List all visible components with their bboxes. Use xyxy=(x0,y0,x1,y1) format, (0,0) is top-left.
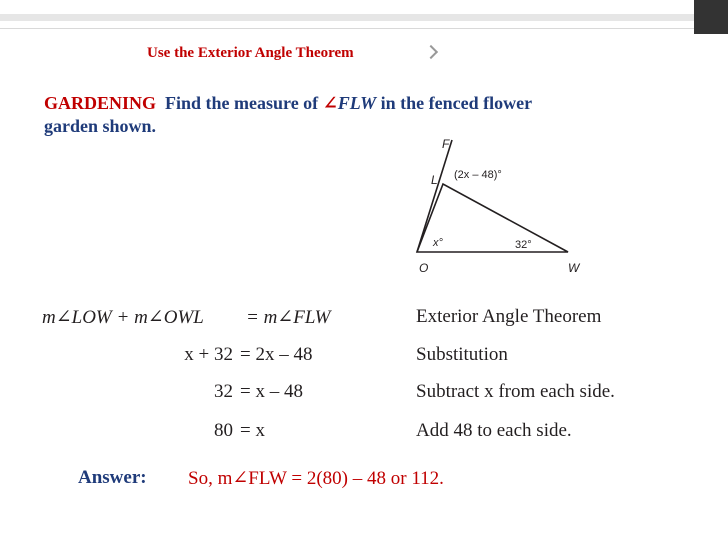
step-3-reason: Subtract x from each side. xyxy=(416,381,615,402)
vertex-o-label: O xyxy=(419,261,429,275)
top-bar-decoration xyxy=(0,14,694,21)
angle-w-label: 32° xyxy=(515,239,532,251)
step-4-reason: Add 48 to each side. xyxy=(416,420,572,441)
step-4-left: 80 xyxy=(214,420,233,441)
line-fo xyxy=(417,140,452,252)
angle-l-label: (2x – 48)° xyxy=(454,169,502,181)
angle-o-label: x° xyxy=(433,237,443,249)
problem-text-after: in the fenced flower garden shown. xyxy=(44,93,532,136)
slide-title: Use the Exterior Angle Theorem xyxy=(147,45,354,61)
chevron-right-icon xyxy=(424,45,438,59)
step-2-left: x + 32 xyxy=(184,344,233,365)
step-2-reason: Substitution xyxy=(416,344,508,365)
answer-label: Answer: xyxy=(78,467,147,488)
angle-symbol: ∠ xyxy=(322,93,338,113)
problem-keyword: GARDENING xyxy=(44,93,157,113)
header-divider xyxy=(0,28,694,29)
step-1-left: m∠LOW + m∠OWL xyxy=(42,307,204,328)
step-2-eq: = 2x – 48 xyxy=(240,344,313,365)
step-4-eq: = x xyxy=(240,420,265,441)
problem-text-before: Find the measure of xyxy=(165,93,319,113)
step-1-eq: = m∠FLW xyxy=(246,307,331,328)
step-3-eq: = x – 48 xyxy=(240,381,303,402)
answer-text: So, m∠FLW = 2(80) – 48 or 112. xyxy=(188,468,444,489)
vertex-f-label: F xyxy=(442,137,450,151)
vertex-l-label: L xyxy=(431,173,438,187)
vertex-w-label: W xyxy=(568,261,580,275)
top-corner-block xyxy=(694,0,728,34)
triangle-diagram xyxy=(405,136,595,276)
step-1-reason: Exterior Angle Theorem xyxy=(416,306,602,327)
step-3-left: 32 xyxy=(214,381,233,402)
problem-angle-name: FLW xyxy=(337,93,377,113)
problem-statement xyxy=(44,92,584,138)
